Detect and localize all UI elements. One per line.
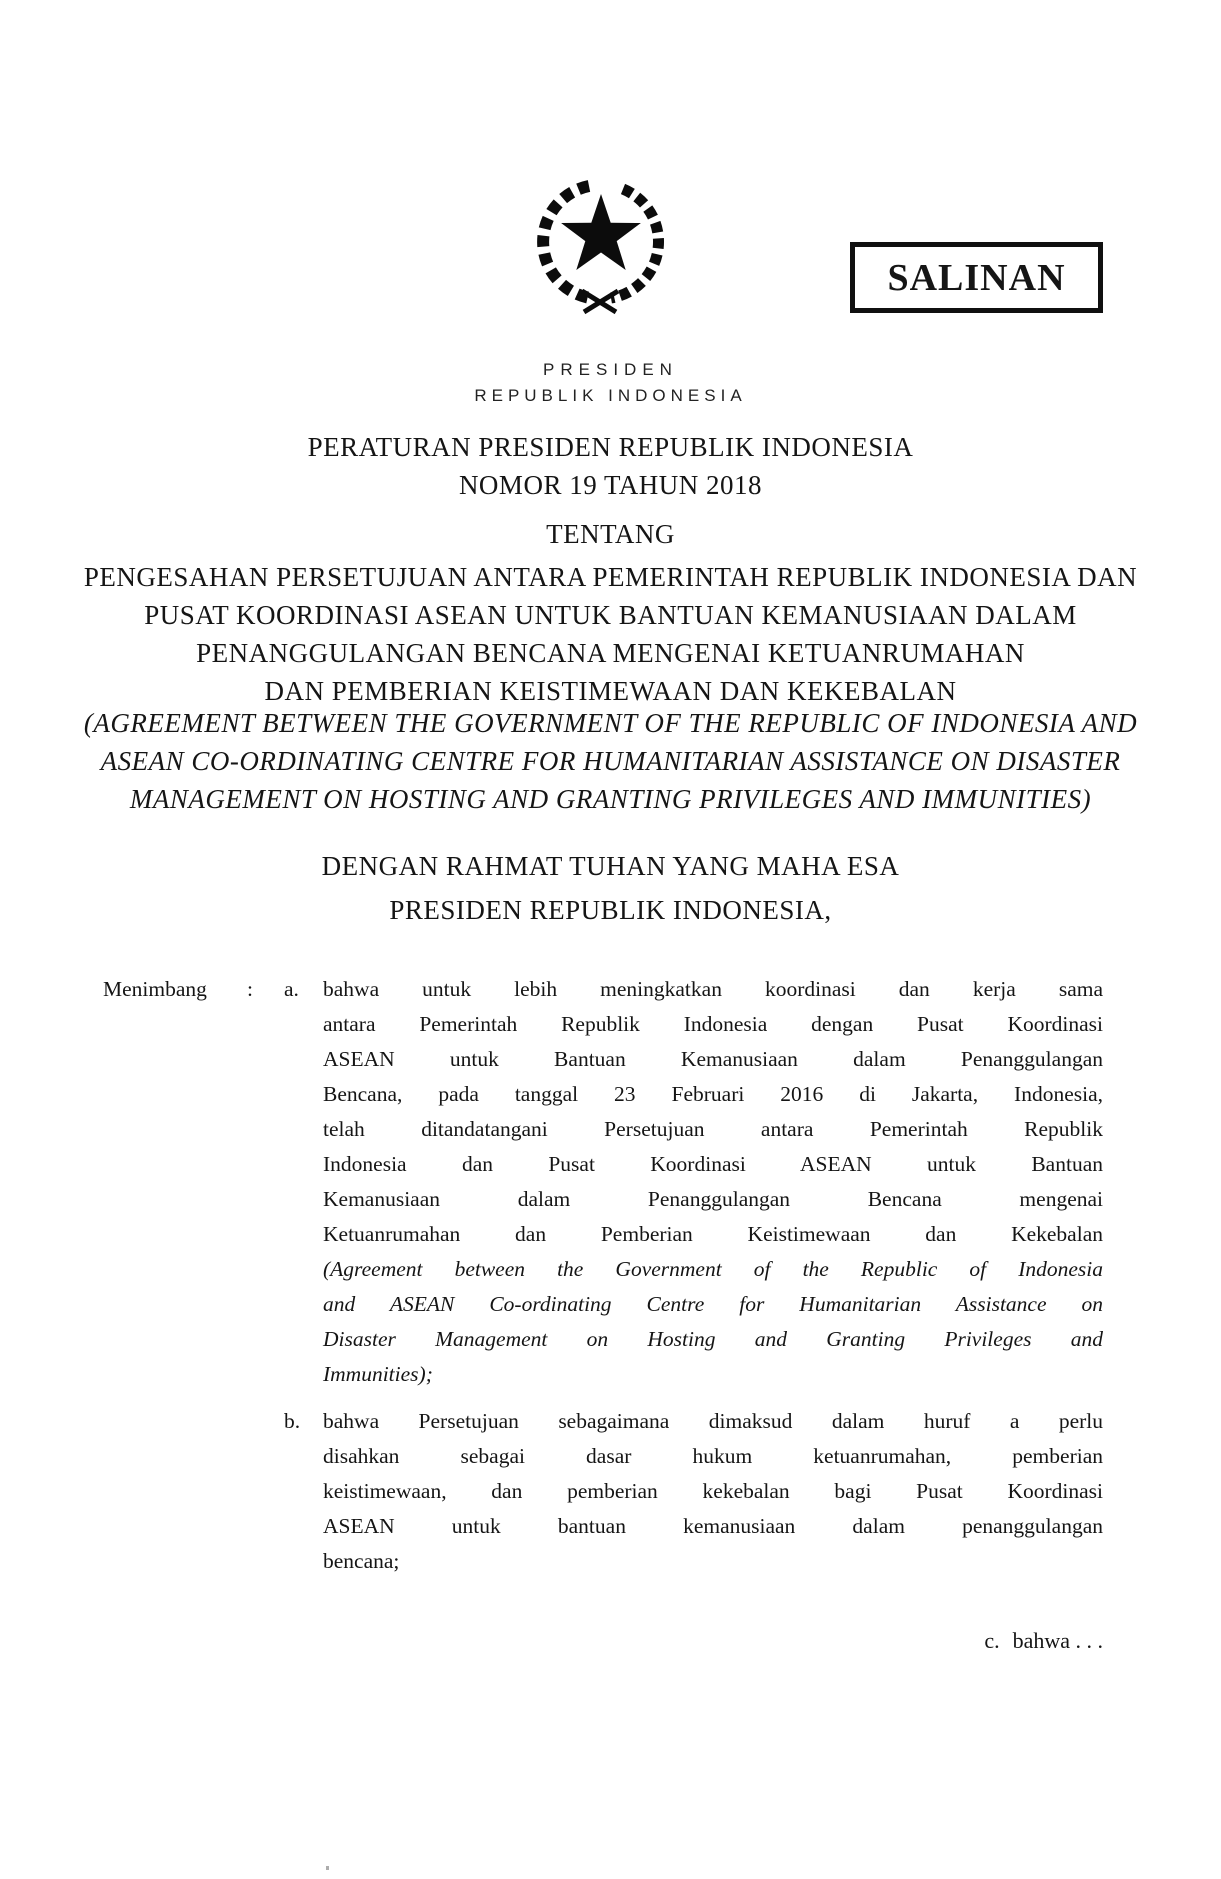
text-line: PENGESAHAN PERSETUJUAN ANTARA PEMERINTAH REPUBLIK INDONESIA DAN [83,562,1138,592]
text-line: PENANGGULANGAN BENCANA MENGENAI KETUANRUMAHAN [196,638,1025,668]
item-b-marker: b. [284,1409,301,1433]
consideration-items [284,972,1103,1579]
flower-garland-left [543,186,590,298]
text-line: and ASEAN Co-ordinating Centre for Humanitarian Assistance on [323,1292,1103,1316]
text-line: ASEAN CO-ORDINATING CENTRE FOR HUMANITARIAN ASSISTANCE ON DISASTER [100,746,1121,776]
item-b-text [323,1404,1103,1579]
salinan-stamp [850,242,1103,313]
text-line: PUSAT KOORDINASI ASEAN UNTUK BANTUAN KEMANUSIAAN DALAM [144,600,1077,630]
wreath-star-icon [520,172,682,332]
text-line: Indonesia dan Pusat Koordinasi ASEAN untuk Bantuan [323,1152,1103,1176]
text-line: Disaster Management on Hosting and Granting Privileges and [323,1327,1103,1351]
catchword-marker: c. [984,1628,1000,1653]
menimbang-label: Menimbang [103,977,207,1001]
text-line: disahkan sebagai dasar hukum ketuanrumahan, pemberian [323,1444,1103,1468]
text-line: ASEAN untuk bantuan kemanusiaan dalam penanggulangan [323,1514,1103,1538]
item-a-text [323,972,1103,1392]
text-line: (AGREEMENT BETWEEN THE GOVERNMENT OF THE REPUBLIC OF INDONESIA AND [83,708,1138,738]
text-line: ASEAN untuk Bantuan Kemanusiaan dalam Penanggulangan [323,1047,1103,1071]
text-line: antara Pemerintah Republik Indonesia dengan Pusat Koordinasi [323,1012,1103,1036]
considerations-section [103,972,1103,1579]
text-line: DAN PEMBERIAN KEISTIMEWAAN DAN KEKEBALAN [264,676,957,706]
item-a-marker: a. [284,977,299,1001]
subject-title [0,558,1221,710]
letterhead-republik-indonesia: REPUBLIK INDONESIA [474,386,747,405]
regulation-title [0,428,1221,504]
text-line: telah ditandatangani Persetujuan antara Pemerintah Republik [323,1117,1103,1141]
text-line: Kemanusiaan dalam Penanggulangan Bencana mengenai [323,1187,1103,1211]
text-line: (Agreement between the Government of the Republic of Indonesia [323,1257,1103,1281]
scan-speck [326,1866,329,1870]
page-catchword [984,1628,1103,1654]
enacting-authority-line: PRESIDEN REPUBLIK INDONESIA, [389,895,832,925]
text-line: Bencana, pada tanggal 23 Februari 2016 di Jakarta, Indonesia, [323,1082,1103,1106]
text-line: keistimewaan, dan pemberian kekebalan bagi Pusat Koordinasi [323,1479,1103,1503]
star-icon [561,194,641,270]
letterhead-presiden: PRESIDEN [543,360,678,379]
text-line: bahwa untuk lebih meningkatkan koordinasi dan kerja sama [323,977,1103,1001]
tentang-heading: TENTANG [546,519,675,549]
invocation-line: DENGAN RAHMAT TUHAN YANG MAHA ESA [321,851,900,881]
regulation-title-line1: PERATURAN PRESIDEN REPUBLIK INDONESIA [307,432,914,462]
text-line: bahwa Persetujuan sebagaimana dimaksud dalam huruf a perlu [323,1409,1103,1433]
text-line: Immunities); [323,1362,433,1386]
text-line: MANAGEMENT ON HOSTING AND GRANTING PRIVILEGES AND IMMUNITIES) [129,784,1092,814]
consideration-item-a [284,972,1103,1392]
subject-title-english [0,704,1221,818]
menimbang-colon: : [247,977,253,1001]
catchword-text: bahwa . . . [1012,1628,1103,1653]
text-line: bencana; [323,1549,400,1573]
state-emblem [520,172,682,332]
letterhead [0,360,1221,406]
regulation-number-line: NOMOR 19 TAHUN 2018 [458,470,763,500]
salinan-stamp-label: SALINAN [887,256,1066,299]
laurel-branch-right [611,189,659,298]
consideration-item-b [284,1404,1103,1579]
text-line: Ketuanrumahan dan Pemberian Keistimewaan dan Kekebalan [323,1222,1103,1246]
